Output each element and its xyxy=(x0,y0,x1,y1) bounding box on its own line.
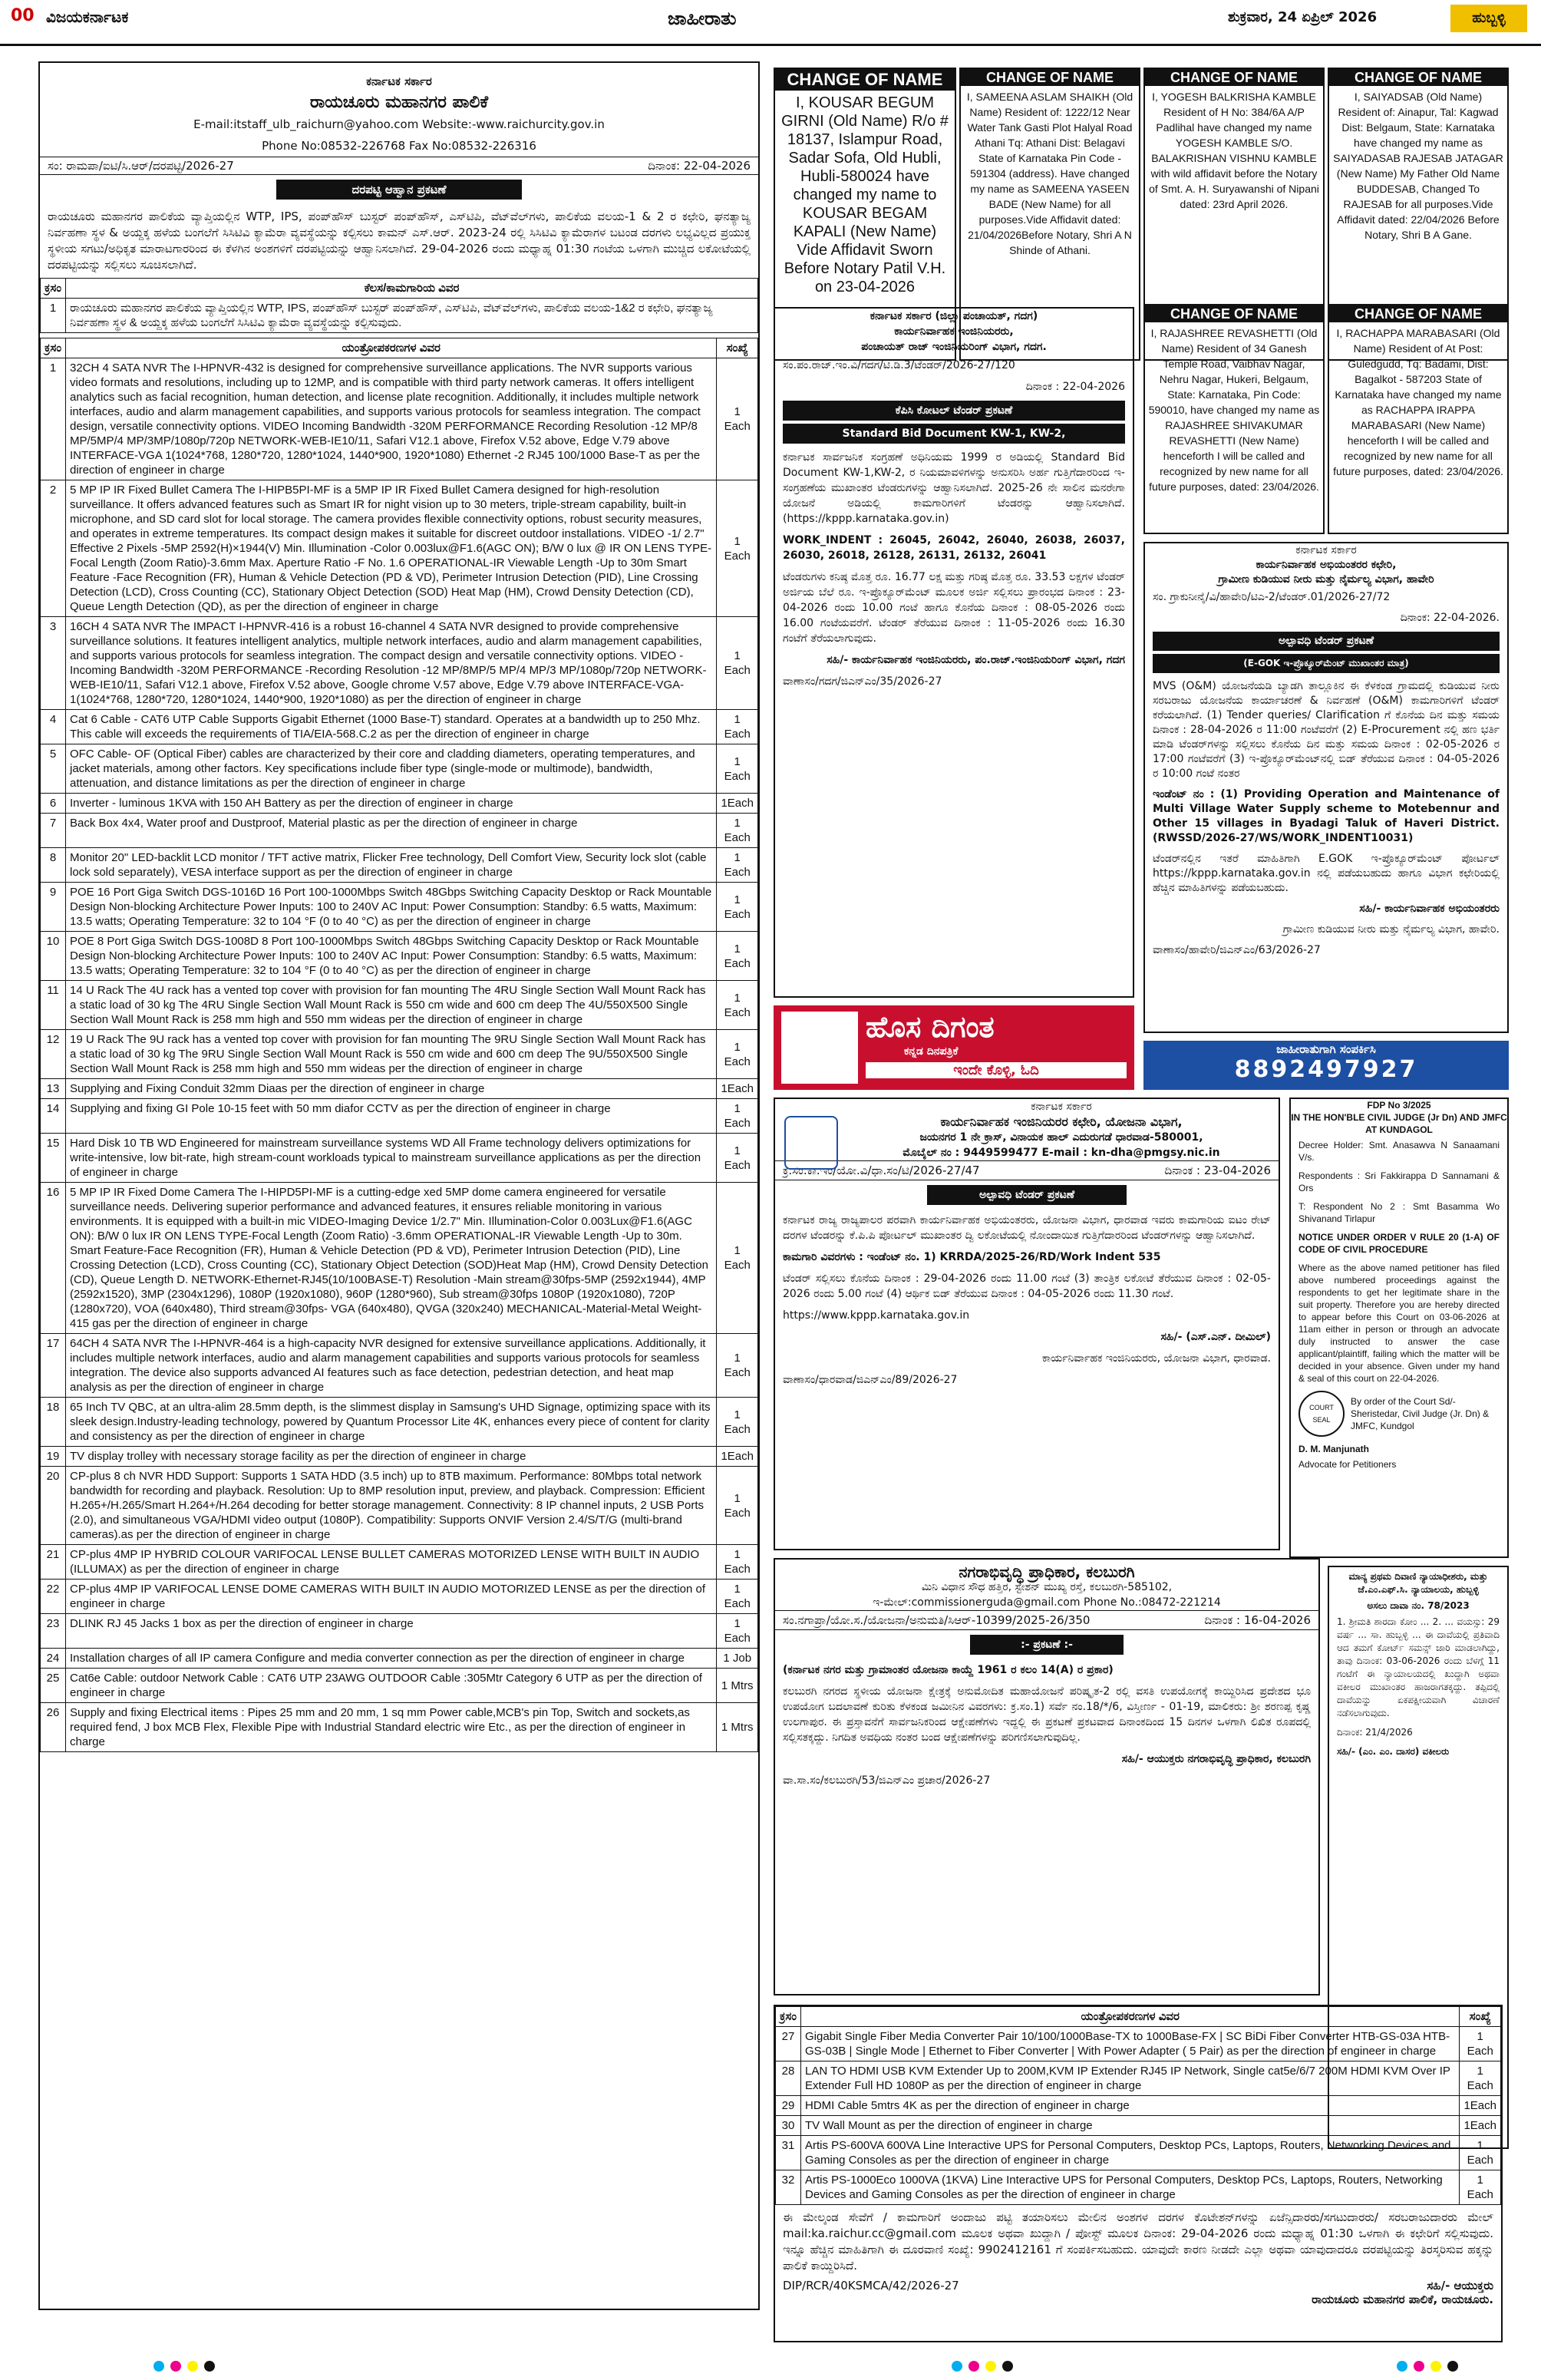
tender-dept: ಪಂಚಾಯತ್ ರಾಜ್ ಇಂಜಿನಿಯರಿಂಗ್ ವಿಭಾಗ, ಗದಗ. xyxy=(861,341,1047,353)
tender-govt: ಕರ್ನಾಟಕ ಸರ್ಕಾರ xyxy=(1295,544,1357,556)
item-qty: 1 Mtrs xyxy=(717,1703,758,1752)
item-qty: 1 Each xyxy=(717,1099,758,1134)
item-sl: 13 xyxy=(41,1079,66,1099)
tender-work: ಕಾಮಗಾರಿ ವಿವರಗಳು : ಇಂಡೆಂಟ್ ನಂ. 1) KRRDA/2025-26/RD/Work Indent 535 xyxy=(783,1251,1161,1263)
item-sl: 14 xyxy=(41,1099,66,1134)
table-row xyxy=(41,1545,758,1580)
item-qty: 1 Each xyxy=(717,710,758,744)
item-qty: 1 Each xyxy=(717,814,758,848)
table-row xyxy=(41,744,758,794)
item-desc: Installation charges of all IP camera Configure and media converter connection as per the direction of engineer in charge xyxy=(66,1649,717,1669)
court-order: By order of the Court Sd/- Sheristedar, Civil Judge (Jr. Dn) & JMFC, Kundgol xyxy=(1351,1396,1490,1431)
table-row xyxy=(41,1447,758,1467)
item-sl: 11 xyxy=(41,981,66,1030)
tender-ref-row xyxy=(775,1160,1279,1180)
kalaburagi-notice xyxy=(774,1558,1320,1995)
item-desc: Inverter - luminous 1KVA with 150 AH Battery as per the direction of engineer in charge xyxy=(66,794,717,814)
work-col-sl: ಕ್ರಸಂ xyxy=(41,279,66,299)
tender-body: MVS (O&M) ಯೋಜನೆಯಡಿ ಬ್ಯಾಡಗಿ ತಾಲ್ಲೂಕಿನ ಈ ಕೆಳಕಂಡ ಗ್ರಾಮದಲ್ಲಿ ಕುಡಿಯುವ ನೀರು ಸರಬರಾಜು ಯೋಜನೆಯ ಕಾರ್ಯಾಚರಣೆ & ನಿರ್ವಹಣೆ (O&M) ಕಾಮಗಾರಿಗಳಿಗೆ ಟೆಂಡರ್ ಕರೆಯಲಾಗಿದೆ. (1) Tender queries/ Clarification ಗೆ ಕೊನೆಯ ದಿನ ಮತ್ತು ಸಮಯ ದಿನಾಂಕ : 28-04-2026 ರ 11:00 ಗಂಟೆವರೆಗೆ (2) E-Procurement ನಲ್ಲಿ ಹಣ ಭರ್ತಿ ಮಾಡಿ ಟೆಂಡರ್‌ಗಳನ್ನು ಸಲ್ಲಿಸಲು ಕೊನೆಯ ದಿನ ಮತ್ತು ಸಮಯ ದಿನಾಂಕ : 02-05-2026 ರ 17:00 ಗಂಟೆವರೆಗೆ (3) ಇ-ಪ್ರೊಕ್ಯೂರ್‌ಮೆಂಟ್‌ನಲ್ಲಿ ಬಿಡ್ ತೆರೆಯುವ ದಿನಾಂಕ : 04-05-2026 ರ 10:00 ಗಂಟೆ ನಂತರ xyxy=(1153,680,1500,780)
item-sl: 1 xyxy=(41,358,66,480)
item-qty: 1 Each xyxy=(717,1398,758,1447)
item-qty: 1Each xyxy=(1460,2116,1501,2136)
change-of-name-title: CHANGE OF NAME xyxy=(775,69,955,91)
tender-office: ಕಾರ್ಯನಿರ್ವಾಹಕ ಇಂಜಿನಿಯರರು, xyxy=(894,325,1014,338)
item-desc: Artis PS-600VA 600VA Line Interactive UPS for Personal Computers, Desktop PCs, Laptops, Routers, Networking Devices and Gaming Consoles as per the direction of engineer in charge xyxy=(801,2136,1460,2170)
item-sl: 19 xyxy=(41,1447,66,1467)
tender-dip: ವಾಣಾಸಂ/ಹಾವೇರಿ/ಜಿಎನ್‌ಎಂ/63/2026-27 xyxy=(1153,944,1321,956)
table-row xyxy=(41,1580,758,1614)
change-of-name-body: I, RACHAPPA MARABASARI (Old Name) Resident of At Post: Guledgudd, Tq: Badami, Dist: Bagalkot - 587203 State of Karnataka have changed my name as RACHAPPA IRAPPA MARABASARI (New Name) henceforth I will be called and recognized by new name for all future purposes, dated: 23/04/2026. xyxy=(1333,327,1503,477)
tender-dept: ಗ್ರಾಮೀಣ ಕುಡಿಯುವ ನೀರು ಮತ್ತು ನೈರ್ಮಲ್ಯ ವಿಭಾಗ, ಹಾವೇರಿ xyxy=(1218,573,1434,586)
ref-row xyxy=(40,157,758,175)
raichur-notice-continued xyxy=(774,2005,1503,2342)
item-desc: Back Box 4x4, Water proof and Dustproof, Material plastic as per the direction of engineer in charge xyxy=(66,814,717,848)
tender-banner: ಅಲ್ಪಾವಧಿ ಟೆಂಡರ್ ಪ್ರಕಟಣೆ xyxy=(1153,632,1500,651)
item-sl: 10 xyxy=(41,932,66,981)
tender-sign: ಸಹಿ/- (ಎಸ್.ಎನ್. ದೀಮಿಲ್) xyxy=(1160,1331,1271,1343)
print-registration-marks xyxy=(0,2358,1541,2376)
yellow-dot-icon xyxy=(187,2361,198,2372)
advert-contact-phone: 8892497927 xyxy=(1234,1056,1418,1083)
court-body: 1. ಶ್ರೀಮತಿ ಶಾರದಾ ಕೋಂ ... 2. ... ವಯಸ್ಸು: 29 ವರ್ಷ ... ಸಾ. ಹುಬ್ಬಳ್ಳಿ ... ಈ ದಾವೆಯಲ್ಲಿ ಪ್ರತಿವಾದಿ ಆದ ತಮಗೆ ಕೋರ್ಟ್ ಸಮನ್ಸ್ ಜಾರಿ ಮಾಡಲಾಗಿದ್ದು, ತಾವು ದಿನಾಂಕ: 03-06-2026 ರಂದು ಬೆಳಗ್ಗೆ 11 ಗಂಟೆಗೆ ಈ ನ್ಯಾಯಾಲಯದಲ್ಲಿ ಖುದ್ದಾಗಿ ಅಥವಾ ವಕೀಲರ ಮುಖಾಂತರ ಹಾಜರಾಗತಕ್ಕದ್ದು. ತಪ್ಪಿದಲ್ಲಿ ದಾವೆಯನ್ನು ಏಕಪಕ್ಷೀಯವಾಗಿ ವಿಚಾರಣೆ ನಡೆಸಲಾಗುವುದು. xyxy=(1337,1616,1500,1718)
tender-date: ದಿನಾಂಕ : 23-04-2026 xyxy=(1164,1164,1271,1177)
gadag-tender-notice xyxy=(774,307,1134,998)
yellow-dot-icon xyxy=(1430,2361,1441,2372)
newspaper-name: ವಿಜಯಕರ್ನಾಟಕ xyxy=(46,8,129,26)
item-desc: CP-plus 4MP IP HYBRID COLOUR VARIFOCAL LENSE BULLET CAMERAS MOTORIZED LENSE WITH BUILT IN AUDIO (ILLUMAX) as per the direction of engineer in charge xyxy=(66,1545,717,1580)
item-desc: TV Wall Mount as per the direction of engineer in charge xyxy=(801,2116,1460,2136)
dharwad-tender-notice xyxy=(774,1098,1280,1550)
items-table-continued xyxy=(775,2006,1501,2205)
tender-sign-2: ಕಾರ್ಯನಿರ್ವಾಹಕ ಇಂಜಿನಿಯರರು, ಯೋಜನಾ ವಿಭಾಗ, ಧಾರವಾಡ. xyxy=(1041,1352,1271,1365)
item-sl: 6 xyxy=(41,794,66,814)
notice-ref: ಸಂ.ನಗಾಪ್ರಾ/ಯೋ.ಸ./ಯೋಜನಾ/ಅನುಮತಿ/ಸಿಆರ್-10399/2025-26/350 xyxy=(783,1613,1091,1627)
magenta-dot-icon xyxy=(968,2361,979,2372)
tender-body-2: ಟೆಂಡರುಗಳು ಕನಿಷ್ಠ ಮೊತ್ತ ರೂ. 16.77 ಲಕ್ಷ ಮತ್ತು ಗರಿಷ್ಠ ಮೊತ್ತ ರೂ. 33.53 ಲಕ್ಷಗಳ ಟೆಂಡರ್ ಅರ್ಜಿಯ ಬೆಲೆ ರೂ. ಇ-ಪ್ರೊಕ್ಯೂರ್‌ಮೆಂಟ್ ಮೂಲಕ ಅರ್ಜಿ ಸಲ್ಲಿಸಲು ಪ್ರಾರಂಭದ ದಿನಾಂಕ : 23-04-2026 ರಂದು 10.00 ಗಂಟೆ ಹಾಗೂ ಕೊನೆಯ ದಿನಾಂಕ : 08-05-2026 ರಂದು 16.00 ಗಂಟೆಯವರೆಗೆ. ಟೆಂಡರ್ ತೆರೆಯುವ ದಿನಾಂಕ : 11-05-2026 ರಂದು 16.30 ಗಂಟೆಗೆ ತೆರೆಯಲಾಗುವುದು. xyxy=(783,571,1125,645)
yellow-dot-icon xyxy=(985,2361,996,2372)
item-desc: Artis PS-1000Eco 1000VA (1KVA) Line Interactive UPS for Personal Computers, Desktop PCs, Laptops, Routers, Networking Devices and Gaming Consoles as per the direction of engineer in charge xyxy=(801,2170,1460,2205)
item-qty: 1Each xyxy=(717,1079,758,1099)
notice-title: ದರಪಟ್ಟಿ ಆಹ್ವಾನ ಪ್ರಕಟಣೆ xyxy=(276,180,522,200)
hosa-digantha-tag: ಕನ್ನಡ ದಿನಪತ್ರಿಕೆ xyxy=(904,1045,959,1058)
item-sl: 31 xyxy=(776,2136,801,2170)
court-notice-english xyxy=(1289,1098,1509,1558)
court-body: Where as the above named petitioner has filed above numbered proceedings against the respondents to get her legitimate share in the suit property. Therefore you are hereby directed to appear before this Court on 03-06-2026 at 11am either in person or through an advocate duly instructed to answer the case applicant/plaintiff, failing which the matter will be decided in your absence. Given under my hand & seal of this court on 22-04-2026. xyxy=(1298,1263,1500,1384)
cyan-dot-icon xyxy=(153,2361,164,2372)
item-qty: 1 Each xyxy=(717,848,758,883)
court-resp: Respondents : Sri Fakkirappa D Sannamani & Ors xyxy=(1298,1170,1500,1193)
item-sl: 3 xyxy=(41,617,66,710)
tender-contact: ಮೊಬೈಲ್ ನಂ : 9449599477 E-mail : kn-dha@pmgsy.nic.in xyxy=(902,1147,1220,1159)
tender-ref: ಕ್ರ.ಸಂ:ಕಾ.ಇಂ/ಯೋ.ವಿ/ಧಾ.ಸಂ/ಟಿ/2026-27/47 xyxy=(783,1164,980,1177)
table-row xyxy=(776,2116,1501,2136)
hosa-digantha-cta: ಇಂದೇ ಕೊಳ್ಳಿ, ಓದಿ xyxy=(866,1062,1127,1078)
item-desc: Cat 6 Cable - CAT6 UTP Cable Supports Gigabit Ethernet (1000 Base-T) standard. Operates at a bandwidth up to 250 Mhz. This cable will exceeds the requirements of TIA/EIA-568.C.2 as per the direction of engineer in charge xyxy=(66,710,717,744)
table-row xyxy=(776,2170,1501,2205)
table-row xyxy=(41,932,758,981)
item-desc: Hard Disk 10 TB WD Engineered for mainstream surveillance systems WD All Frame technology delivers optimizations for write-intensive, low bit-rate, high stream-count workloads typical to mainstream surveillance applications as per the direction of engineer in charge xyxy=(66,1134,717,1183)
notice-footer: ಈ ಮೇಲ್ಕಂಡ ಸೇವೆಗೆ / ಕಾಮಗಾರಿಗೆ ಅಂದಾಜು ಪಟ್ಟಿ ತಯಾರಿಸಲು ಮೇಲಿನ ಅಂಶಗಳ ದರಗಳ ಕೊಟೇಶನ್‌ಗಳನ್ನು ಏಜೆನ್ಸಿದಾರರು/ಸಗಟುದಾರರು/ ಸರಬರಾಜುದಾರರು ಮೇಲ್ mail:ka.raichur.cc@gmail.com ಮೂಲಕ ಅಥವಾ ಖುದ್ದಾಗಿ / ಪೋಸ್ಟ್ ಮೂಲಕ ದಿನಾಂಕ: 29-04-2026 ರಂದು ಮಧ್ಯಾಹ್ನ 01:30 ಒಳಗಾಗಿ ಈ ಕಛೇರಿಗೆ ಸಲ್ಲಿಸುವುದು. ಇನ್ನೂ ಹೆಚ್ಚಿನ ಮಾಹಿತಿಗಾಗಿ ಈ ದೂರವಾಣಿ ಸಂಖ್ಯೆ: 9902412161 ಗೆ ಸಂಪರ್ಕಿಸಬಹುದು. ಯಾವುದೇ ಕಾರಣ ನೀಡದೇ ಎಲ್ಲಾ ಅಥವಾ ಯಾವುದಾದರೂ ದರಪಟ್ಟಿಯನ್ನು ತಿರಸ್ಕರಿಸುವ ಹಕ್ಕನ್ನು ಪಾಲಿಕೆ ಕಾಯ್ದಿರಿಸಿದೆ. xyxy=(783,2210,1493,2273)
court-case: ಅಸಲು ದಾವಾ ನಂ. 78/2023 xyxy=(1367,1600,1470,1611)
tender-date: ದಿನಾಂಕ: 22-04-2026. xyxy=(1400,612,1500,624)
change-of-name-body: I, KOUSAR BEGUM GIRNI (Old Name) R/o # 18137, Islampur Road, Sadar Sofa, Old Hubli, Hubli-580024 have changed my name to KOUSAR BEGAM KAPALI (New Name) Vide Affidavit Sworn Before Notary Patil V.H. on 23-04-2026 xyxy=(781,94,949,295)
item-desc: OFC Cable- OF (Optical Fiber) cables are characterized by their core and cladding diameters, operating temperatures, and jacket materials, among other factors. Key specifications include fiber type (single-mode or multimode), bandwidth, attenuation, and distance limitations as per the direction of engineer in charge xyxy=(66,744,717,794)
work-sl: 1 xyxy=(41,299,66,333)
item-qty: 1 Each xyxy=(717,358,758,480)
items-table xyxy=(40,338,758,1752)
item-sl: 32 xyxy=(776,2170,801,2205)
change-of-name-title: CHANGE OF NAME xyxy=(1145,305,1323,322)
item-qty: 1 Each xyxy=(717,1334,758,1398)
magenta-dot-icon xyxy=(1414,2361,1424,2372)
item-qty: 1Each xyxy=(1460,2096,1501,2116)
org-phone: Phone No:08532-226768 Fax No:08532-226316 xyxy=(262,139,536,153)
item-sl: 8 xyxy=(41,848,66,883)
change-of-name-body: I, SAMEENA ASLAM SHAIKH (Old Name) Resident of: 1222/12 Near Water Tank Gasti Plot Halyal Road Athani Tq: Athani Dist: Belagavi State of Karnataka Pin Code - 591304 (address). Have changed my name as SAMEENA YASEEN BADE (New Name) for all purposes.Vide Affidavit dated: 21/04/2026Before Notary, Shri A N Shinde of Athani. xyxy=(966,91,1133,256)
tender-body-2: ಟೆಂಡರ್‌ನಲ್ಲಿನ ಇತರೆ ಮಾಹಿತಿಗಾಗಿ E.GOK ಇ-ಪ್ರೊಕ್ಯೂರ್‌ಮೆಂಟ್ ಪೋರ್ಟಲ್ https://kppp.karnataka.gov.in ನಲ್ಲಿ ಪಡೆಯಬಹುದು ಹಾಗೂ ವಿಭಾಗ ಕಛೇರಿಯಲ್ಲಿ ಹೆಚ್ಚಿನ ಮಾಹಿತಿಗಳನ್ನು ಪಡೆಯಬಹುದು. xyxy=(1153,853,1500,894)
item-sl: 29 xyxy=(776,2096,801,2116)
black-dot-icon xyxy=(1447,2361,1458,2372)
section-title: ಜಾಹೀರಾತು xyxy=(668,8,737,29)
table-row xyxy=(41,1669,758,1703)
item-qty: 1 Each xyxy=(1460,2027,1501,2061)
item-qty: 1 Each xyxy=(717,480,758,617)
magenta-dot-icon xyxy=(170,2361,181,2372)
raichur-rate-notice xyxy=(38,61,760,2310)
tender-sign: ಸಹಿ/- ಕಾರ್ಯನಿರ್ವಾಹಕ ಅಭಿಯಂತರರು xyxy=(1359,903,1500,915)
ref-number: ಸಂ: ರಾಮಪಾ/ಐಟಿ/ಸಿ.ಆರ್/ದರಪಟ್ಟಿ/2026-27 xyxy=(48,159,234,173)
masthead xyxy=(0,0,1541,46)
item-sl: 27 xyxy=(776,2027,801,2061)
court-title: NOTICE UNDER ORDER V RULE 20 (1-A) OF CODE OF CIVIL PROCEDURE xyxy=(1298,1232,1500,1255)
table-row xyxy=(776,2061,1501,2096)
item-sl: 18 xyxy=(41,1398,66,1447)
items-col-desc: ಯಂತ್ರೋಪಕರಣಗಳ ವಿವರ xyxy=(66,338,717,358)
item-qty: 1 Job xyxy=(717,1649,758,1669)
ref-date: ದಿನಾಂಕ: 22-04-2026 xyxy=(648,159,751,173)
notice-org: ನಗರಾಭಿವೃದ್ಧಿ ಪ್ರಾಧಿಕಾರ, ಕಲಬುರಗಿ xyxy=(959,1563,1135,1581)
item-sl: 25 xyxy=(41,1669,66,1703)
table-row xyxy=(41,794,758,814)
item-qty: 1 Mtrs xyxy=(717,1669,758,1703)
notice-body: ಕಲಬುರಗಿ ನಗರದ ಸ್ಥಳೀಯ ಯೋಜನಾ ಕ್ಷೇತ್ರಕ್ಕೆ ಅನುಮೋದಿತ ಮಹಾಯೋಜನೆ ಪರಿಷ್ಕೃತ-2 ರಲ್ಲಿ ವಸತಿ ಉಪಯೋಗಕ್ಕೆ ಕಾಯ್ದಿರಿಸಿದ ಪ್ರದೇಶದ ಭೂ ಉಪಯೋಗ ಬದಲಾವಣೆ ಕುರಿತು ಕೆಳಕಂಡ ಜಮೀನಿನ ವಿವರಗಳು: ಕ್ರ.ಸಂ.1) ಸರ್ವೆ ನಂ.18/*/6, ವಿಸ್ತೀರ್ಣ - 01-19, ಮಾಲಿಕರು: ಶ್ರೀ ಶರಣಪ್ಪ ಕೃಷ್ಣ ಉಲಗಾಪುರ. ಈ ಪ್ರಸ್ತಾವನೆಗೆ ಸಾರ್ವಜನಿಕರಿಂದ ಆಕ್ಷೇಪಣೆಗಳು ಇದ್ದಲ್ಲಿ ಈ ಪ್ರಕಟಣೆ ಪ್ರಕಟವಾದ ದಿನಾಂಕದಿಂದ 15 ದಿನಗಳ ಒಳಗಾಗಿ ಲಿಖಿತ ರೂಪದಲ್ಲಿ ಸಲ್ಲಿಸತಕ್ಕದ್ದು. ನಿಗದಿತ ಅವಧಿಯ ನಂತರ ಬಂದ ಆಕ್ಷೇಪಣೆಗಳನ್ನು ಪರಿಗಣಿಸಲಾಗುವುದಿಲ್ಲ. xyxy=(783,1685,1311,1744)
table-row xyxy=(41,1079,758,1099)
table-row xyxy=(41,1183,758,1334)
notice-address: ಮಿನಿ ವಿಧಾನ ಸೌಧ ಹತ್ತಿರ, ಸ್ಟೇಶನ್ ಮುಖ್ಯ ರಸ್ತೆ, ಕಲಬುರಗಿ-585102, xyxy=(921,1581,1173,1593)
court-advocate: D. M. Manjunath xyxy=(1298,1444,1369,1454)
item-qty: 1 Each xyxy=(717,1545,758,1580)
notice-sign: ಸಹಿ/- ಆಯುಕ್ತರು ನಗರಾಭಿವೃದ್ಧಿ ಪ್ರಾಧಿಕಾರ, ಕಲಬುರಗಿ xyxy=(1121,1753,1311,1765)
govt-label: ಕರ್ನಾಟಕ ಸರ್ಕಾರ xyxy=(366,74,432,88)
tender-dip: ವಾಣಾಸಂ/ಗದಗ/ಜಿಎನ್‌ಎಂ/35/2026-27 xyxy=(783,675,942,688)
item-desc: Cat6e Cable: outdoor Network Cable : CAT6 UTP 23AWG OUTDOOR Cable :305Mtr Category 6 UTP as per the direction of engineer in charge xyxy=(66,1669,717,1703)
items-col-sl: ಕ್ರಸಂ xyxy=(776,2007,801,2027)
work-col-desc: ಕೆಲಸ/ಕಾಮಗಾರಿಯ ವಿವರ xyxy=(66,279,758,299)
org-email: E-mail:itstaff_ulb_raichurn@yahoo.com Website:-www.raichurcity.gov.in xyxy=(193,117,605,131)
table-row xyxy=(41,617,758,710)
tender-govt: ಕರ್ನಾಟಕ ಸರ್ಕಾರ (ಜಿಲ್ಲಾ ಪಂಚಾಯತ್, ಗದಗ) xyxy=(869,310,1038,322)
page-number: 00 xyxy=(11,6,35,25)
tender-ref: ಸಂ.ಪಂ.ರಾಜ್.ಇಂ.ವಿ/ಗದಗ/ಟಿ.ಡಿ.3/ಟೆಂಡರ್/2026-27/120 xyxy=(783,359,1015,371)
table-row xyxy=(776,2136,1501,2170)
item-desc: 5 MP IP IR Fixed Bullet Camera The I-HIPB5PI-MF is a 5MP IP IR Fixed Bullet Camera designed for high-resolution surveillance. It offers advanced features such as Smart IR for night vision up to 30 meters, triple-stream capability, built-in microphone, and SD card slot for local storage. The camera provides flexible connectivity options, robust security measures, and operates in extreme temperatures. Its compact design makes it suitable for discreet outdoor installations. VIDEO -1/ 2.7" Effective 2 Pixels -5MP 2592(H)×1944(V) Min. Illumination -Color 0.003lux@F1.6(AGC ON); B/W 0 lux @ IR ON LENS TYPE-Focal Length (Zoom Ratio)-3.6mm Max. Aperture Ratio -F No. 1.6 OPERATIONAL-IR Viewable Length -Up to 30m Smart Feature -Face Recognition (FR), Human & Vehicle Detection (PD & VD), Perimeter Intrusion Detection (PID), Line Crossing Detection (LCD), Cross Counting (CC), Stationary Object Detection (SOD) Heat Map (HM), Crowd Density Detection (CD), Queue Length Detection (QD), as per the direction of engineer in charge xyxy=(66,480,717,617)
item-sl: 26 xyxy=(41,1703,66,1752)
item-desc: Supply and fixing Electrical items : Pipes 25 mm and 20 mm, 1 sq mm Power cable,MCB's pin Top, Switch and sockets,as required fend, J box MCB Flex, Flexible Pipe with Industrial Standard electric wire Etc., as per the direction of engineer in charge xyxy=(66,1703,717,1752)
item-desc: Supplying and fixing GI Pole 10-15 feet with 50 mm diafor CCTV as per the direction of engineer in charge xyxy=(66,1099,717,1134)
tender-site: https://www.kppp.karnataka.gov.in xyxy=(783,1309,970,1322)
tender-body-2: ಟೆಂಡರ್ ಸಲ್ಲಿಸಲು ಕೊನೆಯ ದಿನಾಂಕ : 29-04-2026 ರಂದು 11.00 ಗಂಟೆ (3) ತಾಂತ್ರಿಕ ಲಕೋಟೆ ತೆರೆಯುವ ದಿನಾಂಕ : 02-05-2026 ರಂದು 5.00 ಗಂಟೆ (4) ಆರ್ಥಿಕ ಬಿಡ್ ತೆರೆಯುವ ದಿನಾಂಕ : 04-05-2026 ರಂದು 11.30 ಗಂಟೆ. xyxy=(783,1273,1271,1300)
item-qty: 1 Each xyxy=(1460,2170,1501,2205)
item-sl: 2 xyxy=(41,480,66,617)
tender-govt: ಕರ್ನಾಟಕ ಸರ್ಕಾರ xyxy=(1031,1101,1092,1113)
item-qty: 1 Each xyxy=(717,1183,758,1334)
notice-ref-row xyxy=(775,1610,1318,1630)
tender-ref: ಸಂ. ಗ್ರಾಕುನೀನೈ/ವಿ/ಹಾವೇರಿ/ಟಿಎ-2/ಟೆಂಡರ್.01/2026-27/72 xyxy=(1153,591,1391,603)
item-qty: 1 Each xyxy=(717,744,758,794)
item-sl: 5 xyxy=(41,744,66,794)
item-desc: POE 8 Port Giga Switch DGS-1008D 8 Port 100-1000Mbps Switch 48Gbps Switching Capacity Desktop or Rack Mountable Design Non-blocking Architecture Power Inputs: 100 to 240V AC Input: Power Consumption: Standby: 6.5 watts, Maximum: 13.5 watts; Operating Temperature: 32 to 104 °F (0 to 40 °C) as per the direction of engineer in charge xyxy=(66,932,717,981)
item-desc: HDMI Cable 5mtrs 4K as per the direction of engineer in charge xyxy=(801,2096,1460,2116)
pmgsy-logo-icon xyxy=(784,1116,838,1170)
item-qty: 1 Each xyxy=(717,1580,758,1614)
item-desc: 64CH 4 SATA NVR The I-HPNVR-464 is a high-capacity NVR designed for extensive surveillance applications. Additionally, it includes multiple network interfaces, audio and alarm management capabilities and supports various protocols for seamless integration. The device also supports advanced AI features such as face detection, pedestrian detection, and heat map analysis as per the direction of engineer in charge xyxy=(66,1334,717,1398)
item-sl: 15 xyxy=(41,1134,66,1183)
haveri-tender-notice xyxy=(1143,542,1509,1033)
item-desc: Monitor 20" LED-backlit LCD monitor / TFT active matrix, Flicker Free technology, Dell Comfort View, Security lock slot (cable lock sold separately), VESA interface support as per the direction of engineer in charge xyxy=(66,848,717,883)
items-col-qty: ಸಂಖ್ಯೆ xyxy=(1460,2007,1501,2027)
tender-date: ದಿನಾಂಕ : 22-04-2026 xyxy=(1025,381,1125,393)
change-of-name-body: I, YOGESH BALKRISHA KAMBLE Resident of H No: 384/6A A/P Padlihal have changed my name YOGESH KAMBLE S/O. BALAKRISHAN VISHNU KAMBLE with wild affidavit before the Notary of Smt. A. H. Suryawanshi of Nipani dated: 23rd April 2026. xyxy=(1149,91,1319,210)
item-sl: 12 xyxy=(41,1030,66,1079)
item-qty: 1 Each xyxy=(717,1467,758,1545)
cyan-dot-icon xyxy=(952,2361,962,2372)
tender-office: ಕಾರ್ಯನಿರ್ವಾಹಕ ಅಭಿಯಂತರರ ಕಛೇರಿ, xyxy=(1256,559,1397,571)
tender-banner-sub: (E-GOK ಇ-ಪ್ರೊಕ್ಯೂರ್‌ಮೆಂಟ್ ಮುಖಾಂತರ ಮಾತ್ರ) xyxy=(1153,654,1500,673)
item-qty: 1Each xyxy=(717,1447,758,1467)
table-row xyxy=(41,814,758,848)
table-row xyxy=(41,848,758,883)
edition-city: ಹುಬ್ಬಳ್ಳಿ xyxy=(1450,5,1527,32)
item-desc: Gigabit Single Fiber Media Converter Pair 10/100/1000Base-TX to 1000Base-FX | SC BiDi Fiber Converter HTB-GS-03A HTB-GS-03B | Single Mode | Ethernet to Fiber Converter | With Power Adapter ( 5 Pair) as per the direction of engineer in charge xyxy=(801,2027,1460,2061)
change-of-name-title: CHANGE OF NAME xyxy=(1329,305,1507,322)
tender-work-indent: WORK_INDENT : 26045, 26042, 26040, 26038, 26037, 26030, 26018, 26128, 26131, 26132, 26041 xyxy=(783,534,1125,562)
change-of-name-body: I, RAJASHREE REVASHETTI (Old Name) Resident of 34 Ganesh Temple Road, Vaibhav Nagar, Nehru Nagar, Hukeri, Belgaum, State: Karnataka, Pin Code: 590010, have changed my name as RAJASHREE SHIVAKUMAR REVASHETTI (New Name) henceforth I will be called and recognized by new name for all future purposes, dated: 23/04/2026. xyxy=(1148,327,1320,493)
notice-date: ದಿನಾಂಕ : 16-04-2026 xyxy=(1204,1613,1311,1627)
notice-header xyxy=(40,63,758,157)
issue-date: ಶುಕ್ರವಾರ, 24 ಏಪ್ರಿಲ್ 2026 xyxy=(1228,9,1378,25)
change-of-name-body: I, SAIYADSAB (Old Name) Resident of: Ainapur, Tal: Kagwad Dist: Belgaum, State: Karnataka have changed my name as SAIYADASAB RAJESAB JATAGAR (New Name) My Father Old Name BUDDESAB, Changed To RAJESAB for all purposes.Vide Affidavit dated: 22/04/2026 Before Notary, Shri B A Gane. xyxy=(1333,91,1503,241)
table-row xyxy=(41,480,758,617)
item-sl: 16 xyxy=(41,1183,66,1334)
tender-body: ಕರ್ನಾಟಕ ಸಾರ್ವಜನಿಕ ಸಂಗ್ರಹಣೆ ಅಧಿನಿಯಮ 1999 ರ ಅಡಿಯಲ್ಲಿ Standard Bid Document KW-1,KW-2, ರ ನಿಯಮಾವಳಿಗಳನ್ನು ಅನುಸರಿಸಿ ಅರ್ಹ ಗುತ್ತಿಗೆದಾರರಿಂದ ಇ-ಸಂಗ್ರಹಣೆಯ ಮುಖಾಂತರ ಟೆಂಡರುಗಳನ್ನು ಆಹ್ವಾನಿಸಲಾಗಿದೆ. 2025-26 ನೇ ಸಾಲಿನ ಮನರೇಗಾ ಯೋಜನೆ ಅಡಿಯಲ್ಲಿ ಕಾಮಗಾರಿಗಳಿಗೆ ಟೆಂಡರನ್ನು ಆಹ್ವಾನಿಸಲಾಗಿದೆ. (https://kppp.karnataka.gov.in) xyxy=(783,451,1125,525)
tender-address: ಜಯನಗರ 1 ನೇ ಕ್ರಾಸ್, ವಿನಾಯಕ ಹಾಲ್ ಎದುರುಗಡೆ ಧಾರವಾಡ-580001, xyxy=(919,1131,1203,1144)
tender-banner-sub: Standard Bid Document KW-1, KW-2, xyxy=(783,424,1125,444)
court-resp-2: T: Respondent No 2 : Smt Basamma Wo Shivanand Tirlapur xyxy=(1298,1201,1500,1224)
tender-body: ಕರ್ನಾಟಕ ರಾಜ್ಯ ರಾಜ್ಯಪಾಲರ ಪರವಾಗಿ ಕಾರ್ಯನಿರ್ವಾಹಕ ಅಭಿಯಂತರರು, ಯೋಜನಾ ವಿಭಾಗ, ಧಾರವಾಡ ಇವರು ಕಾಮಗಾರಿಯ ಐಟಂ ರೇಟ್ ದರಗಳ ಟೆಂಡರನ್ನು ಕೆ.ಪಿ.ಪಿ ಪೋರ್ಟಲ್ ಮುಖಾಂತರ ದ್ವಿ ಲಕೋಟೆಯಲ್ಲಿ ನೋಂದಾಯಿತ ಗುತ್ತಿಗೆದಾರರಿಂದ ಟೆಂಡರ್‌ಗಳನ್ನು ಆಹ್ವಾನಿಸಲಾಗಿದೆ. xyxy=(783,1214,1271,1242)
item-desc: 32CH 4 SATA NVR The I-HPNVR-432 is designed for comprehensive surveillance applications. The NVR supports various video formats and resolutions, including up to 12MP, and is compatible with third party network cameras. It offers intelligent analytics such as facial recognition, human detection, and license plate recognition. Additionally, it includes multiple network interfaces, audio and alarm management capabilities, and supports various protocols for seamless integration. The compact design, versatile connectivity options. VIDEO Incoming Bandwidth -320M PERFORMANCE Recording Resolution -12 MP/8 MP/5MP/4 MP/3MP/1080p/720p NETWORK-WEB-IE10/11, Safari V12.1 above, Firefox V.52 above, Edge V.79 above INTERFACE-VGA 1(1024*768, 1280*720, 1280*1024, 1440*900, 1920*1080) Ethernet -2 RJ45 100/1000 Base-T as per the direction of engineer in charge xyxy=(66,358,717,480)
court-sign: ಸಹಿ/- (ಎಂ. ಎಂ. ದಾಸರ) ವಕೀಲರು xyxy=(1337,1746,1450,1757)
item-sl: 17 xyxy=(41,1334,66,1398)
item-sl: 7 xyxy=(41,814,66,848)
hosa-digantha-name: ಹೊಸ ದಿಗಂತ xyxy=(866,1010,995,1044)
notice-contact: ಇ-ಮೇಲ್:commissionerguda@gmail.com Phone No.:08472-221214 xyxy=(873,1596,1221,1609)
court-name: IN THE HON'BLE CIVIL JUDGE (Jr Dn) AND JMFC AT KUNDAGOL xyxy=(1291,1112,1507,1135)
items-col-qty: ಸಂಖ್ಯೆ xyxy=(717,338,758,358)
item-desc: 19 U Rack The 9U rack has a vented top cover with provision for fan mounting The 9RU Single Section Wall Mount Rack has a static load of 30 kg The 9RU Single Section Wall Mount Rack is 550 cm wide and 600 cm deep The 9U/550X500 Single Section Wall Mount Rack is 258 mm high and 550 mm wideas per the direction of engineer in charge xyxy=(66,1030,717,1079)
table-row xyxy=(41,981,758,1030)
item-desc: 16CH 4 SATA NVR The IMPACT I-HPNVR-416 is a robust 16-channel 4 SATA NVR designed to provide comprehensive surveillance solutions. It features intelligent analytics, multiple network interfaces, audio and alarm management capabilities, and supports various protocols for seamless integration. The compact design and versatile connectivity options. VIDEO -Incoming Bandwidth -320M PERFORMANCE -Recording Resolution -12 MP/8MP/5 MP/4 MP/3 MP/1080p/720p NETWORK-WEB-IE10/11, Safari V12.1 above, Firefox V.52 above, Google chrome V.57 above, Edge V.79 above INTERFACE-VGA-1(1024*768, 1280*720, 1280*1024, 1440*900, 1920*1080) as per the direction of engineer in charge xyxy=(66,617,717,710)
item-qty: 1 Each xyxy=(717,932,758,981)
notice-sub: (ಕರ್ನಾಟಕ ನಗರ ಮತ್ತು ಗ್ರಾಮಾಂತರ ಯೋಜನಾ ಕಾಯ್ದೆ 1961 ರ ಕಲಂ 14(A) ರ ಪ್ರಕಾರ) xyxy=(783,1664,1114,1676)
item-desc: 65 Inch TV QBC, at an ultra-alim 28.5mm depth, is the slimmest display in Samsung's UHD Signage, optimizing space with its sleek design.Industry-leading technology, powered by Quantum Processor Lite 4K, enhances every piece of content for clarity and consistency as per the direction of engineer in charge xyxy=(66,1398,717,1447)
item-sl: 28 xyxy=(776,2061,801,2096)
advert-contact-label: ಜಾಹೀರಾತುಗಾಗಿ ಸಂಪರ್ಕಿಸಿ xyxy=(1276,1042,1376,1056)
item-desc: TV display trolley with necessary storage facility as per the direction of engineer in charge xyxy=(66,1447,717,1467)
work-table xyxy=(40,278,758,333)
item-sl: 30 xyxy=(776,2116,801,2136)
item-desc: 14 U Rack The 4U rack has a vented top cover with provision for fan mounting The 4RU Single Section Wall Mount Rack has a static load of 30 kg The 4RU Single Section Wall Mount Rack is 550 cm wide and 600 cm deep The 4U/550X500 Single Section Wall Mount Rack is 258 mm high and 550 mm wideas per the direction of engineer in charge xyxy=(66,981,717,1030)
item-qty: 1 Each xyxy=(717,1030,758,1079)
items-col-sl: ಕ್ರಸಂ xyxy=(41,338,66,358)
change-of-name-title: CHANGE OF NAME xyxy=(961,69,1139,86)
item-qty: 1 Each xyxy=(717,1134,758,1183)
table-row xyxy=(41,1030,758,1079)
item-qty: 1Each xyxy=(717,794,758,814)
table-row xyxy=(41,1649,758,1669)
notice-banner: :- ಪ್ರಕಟಣೆ :- xyxy=(970,1635,1124,1655)
item-qty: 1 Each xyxy=(717,1614,758,1649)
item-sl: 20 xyxy=(41,1467,66,1545)
table-row xyxy=(776,2096,1501,2116)
item-sl: 4 xyxy=(41,710,66,744)
court-fdp: FDP No 3/2025 xyxy=(1367,1100,1431,1111)
notice-sign-2: ರಾಯಚೂರು ಮಹಾನಗರ ಪಾಲಿಕೆ, ರಾಯಚೂರು. xyxy=(1312,2293,1493,2306)
notice-intro: ರಾಯಚೂರು ಮಹಾನಗರ ಪಾಲಿಕೆಯ ವ್ಯಾಪ್ತಿಯಲ್ಲಿನ WTP, IPS, ಪಂಪ್‌ಹೌಸ್ ಬುಸ್ಟರ್ ಪಂಪ್‌ಹೌಸ್, ಎಸ್‌ಟಿಪಿ, ವೆಟ್‌ವೆಲ್‌ಗಳು, ಪಾಲಿಕೆಯ ವಲಯ-1 & 2 ರ ಕಛೇರಿ, ಘನತ್ಯಾಜ್ಯ ನಿರ್ವಹಣಾ ಸ್ಥಳ & ಅಯ್ದಕ್ಕ ಹಳೆಯ ಬಂಗಲೆಗೆ ಸಿಸಿಟಿವಿ ಕ್ಯಾಮೆರಾ ವ್ಯವಸ್ಥೆಯನ್ನು ಕಲ್ಪಿಸಲು ಕಾಮನ್ ಎಸ್.ಆರ್. 2023-24 ರಲ್ಲಿ ಸಿಸಿಟಿವಿ ಕ್ಯಾಮೆರಾಗಳ ಬಟಂಡ ದರಗಳು ಲಭ್ಯವಿಲ್ಲದ ಪ್ರಯುಕ್ತ ಸ್ಥಳೀಯ ಸಗಟು/ಅಧಿಕೃತ ಮಾರಾಟಗಾರರಿಂದ ಈ ಕೆಳಗಿನ ಅಂಶಗಳಿಗೆ ದರಪಟ್ಟಿಯನ್ನು ಆಹ್ವಾನಿಸಲಾಗಿದೆ. 29-04-2026 ರಂದು ಮಧ್ಯಾಹ್ನ 01:30 ಗಂಟೆಯ ಒಳಗಾಗಿ ಮುಚ್ಚಿದ ಲಕೋಟೆಯಲ್ಲಿ ದರಪಟ್ಟಿಯನ್ನು ಸಲ್ಲಿಸಲು ಸೂಚಿಸಲಾಗಿದೆ. xyxy=(48,210,751,272)
change-of-name-title: CHANGE OF NAME xyxy=(1329,69,1507,86)
tender-office: ಕಾರ್ಯನಿರ್ವಾಹಕ ಇಂಜಿನಿಯರರ ಕಛೇರಿ, ಯೋಜನಾ ವಿಭಾಗ, xyxy=(940,1114,1183,1129)
item-qty: 1 Each xyxy=(717,883,758,932)
item-desc: CP-plus 4MP IP VARIFOCAL LENSE DOME CAMERAS WITH BUILT IN AUDIO MOTORIZED LENSE as per the direction of engineer in charge xyxy=(66,1580,717,1614)
item-sl: 21 xyxy=(41,1545,66,1580)
tender-banner: ಕೆಪಿಸಿ ಕೋಟಲ್ ಟೆಂಡರ್ ಪ್ರಕಟಣೆ xyxy=(783,401,1125,421)
table-row xyxy=(776,2027,1501,2061)
table-row xyxy=(41,1614,758,1649)
cyan-dot-icon xyxy=(1397,2361,1407,2372)
item-desc: LAN TO HDMI USB KVM Extender Up to 200M,KVM IP Extender RJ45 IP Network, Single cat5e/6/7 200M HDMI KVM Over IP Extender Full HD 1080P as per the direction of engineer in charge xyxy=(801,2061,1460,2096)
table-row xyxy=(41,1467,758,1545)
work-desc: ರಾಯಚೂರು ಮಹಾನಗರ ಪಾಲಿಕೆಯ ವ್ಯಾಪ್ತಿಯಲ್ಲಿನ WTP, IPS, ಪಂಪ್‌ಹೌಸ್ ಬುಸ್ಟರ್ ಪಂಪ್‌ಹೌಸ್, ಎಸ್‌ಟಿಪಿ, ವೆಟ್‌ವೆಲ್‌ಗಳು, ಪಾಲಿಕೆಯ ವಲಯ-1&2 ರ ಕಛೇರಿ, ಘನತ್ಯಾಜ್ಯ ನಿರ್ವಹಣಾ ಸ್ಥಳ & ಅಯ್ದಕ್ಕ ಹಳೆಯ ಬಂಗಲೆಗೆ ಸಿಸಿಟಿವಿ ಕ್ಯಾಮೆರಾ ವ್ಯವಸ್ಥೆಯನ್ನು ಕಲ್ಪಿಸುವುದು. xyxy=(66,299,758,333)
table-row xyxy=(41,358,758,480)
change-of-name-title: CHANGE OF NAME xyxy=(1145,69,1323,86)
advert-contact-ad xyxy=(1143,1041,1509,1090)
table-row xyxy=(41,1099,758,1134)
table-row xyxy=(41,1334,758,1398)
change-of-name-ad xyxy=(1143,304,1325,534)
tender-banner: ಅಲ್ಪಾವಧಿ ಟೆಂಡರ್ ಪ್ರಕಟಣೆ xyxy=(927,1185,1127,1205)
item-desc: DLINK RJ 45 Jacks 1 box as per the direction of engineer in charge xyxy=(66,1614,717,1649)
item-sl: 24 xyxy=(41,1649,66,1669)
tender-dip: ವಾಣಾಸಂ/ಧಾರವಾಡ/ಜಿಎನ್‌ಎಂ/89/2026-27 xyxy=(783,1374,958,1386)
newspaper-thumb-icon xyxy=(781,1012,858,1084)
items-col-desc: ಯಂತ್ರೋಪಕರಣಗಳ ವಿವರ xyxy=(801,2007,1460,2027)
table-row xyxy=(41,710,758,744)
change-of-name-ad xyxy=(1328,304,1509,534)
court-decree: Decree Holder: Smt. Anasawva N Sanaamani V/s. xyxy=(1298,1140,1500,1163)
black-dot-icon xyxy=(204,2361,215,2372)
court-advocate-role: Advocate for Petitioners xyxy=(1298,1459,1397,1470)
notice-sign: ಸಹಿ/- ಆಯುಕ್ತರು xyxy=(1427,2279,1493,2293)
court-seal-icon: COURT SEAL xyxy=(1298,1391,1345,1437)
tender-sign: ಸಹಿ/- ಕಾರ್ಯನಿರ್ವಾಹಕ ಇಂಜಿನಿಯರರು, ಪಂ.ರಾಜ್.ಇಂಜಿನಿಯರಿಂಗ್ ವಿಭಾಗ, ಗದಗ xyxy=(827,654,1125,666)
org-name: ರಾಯಚೂರು ಮಹಾನಗರ ಪಾಲಿಕೆ xyxy=(309,93,489,112)
tender-work: ಇಂಡೆಂಟ್ ನಂ : (1) Providing Operation and Maintenance of Multi Village Water Supply scheme to Motebennur and Other 15 villages in Byadagi Taluk of Haveri District. (RWSSD/2026-27/WS/WORK_INDENT10031) xyxy=(1153,788,1500,844)
tender-sign-2: ಗ್ರಾಮೀಣ ಕುಡಿಯುವ ನೀರು ಮತ್ತು ನೈರ್ಮಲ್ಯ ವಿಭಾಗ, ಹಾವೇರಿ. xyxy=(1282,923,1500,936)
item-desc: CP-plus 8 ch NVR HDD Support: Supports 1 SATA HDD (3.5 inch) up to 8TB maximum. Performance: 80Mbps total network bandwidth for recording and playback. Resolution: Up to 8MP resolution input, preview, and playback. Compression: Efficient H.265+/H.265/Smart H.264+/H.264 decoding for better storage management. Connectivity: 8 IP channel inputs, 2 USB Ports (2.0), and simultaneous VGA/HDMI video output (1080P). Compatibility: Supports ONVIF Version 2.4/S/T/G (multi-brand cameras).as per the direction of engineer in charge xyxy=(66,1467,717,1545)
item-desc: POE 16 Port Giga Switch DGS-1016D 16 Port 100-1000Mbps Switch 48Gbps Switching Capacity Desktop or Rack Mountable Design Non-blocking Architecture Power Inputs: 100 to 240V AC Input: Power Consumption: Standby: 6.5 watts, Maximum: 13.5 watts; Operating Temperature: 32 to 104 °F (0 to 40 °C) as per the direction of engineer in charge xyxy=(66,883,717,932)
item-sl: 22 xyxy=(41,1580,66,1614)
item-desc: Supplying and Fixing Conduit 32mm Diaas per the direction of engineer in charge xyxy=(66,1079,717,1099)
notice-dip: DIP/RCR/40KSMCA/42/2026-27 xyxy=(783,2279,959,2293)
court-head: ಮಾನ್ಯ ಪ್ರಥಮ ದಿವಾಣಿ ನ್ಯಾಯಾಧೀಶರು, ಮತ್ತು ಜೆ.ಎಂ.ಎಫ್.ಸಿ. ನ್ಯಾಯಾಲಯ, ಹುಬ್ಬಳ್ಳಿ xyxy=(1348,1571,1488,1595)
item-qty: 1 Each xyxy=(1460,2136,1501,2170)
item-desc: 5 MP IP IR Fixed Dome Camera The I-HIPD5PI-MF is a cutting-edge xed 5MP dome camera engineered for versatile surveillance needs. Delivering superior performance and advanced features, it ensures reliable monitoring in various environments. It is equipped with a built-in mic VIDEO-Imaging Device 1/2.7" Min. Illumination-Color 0.003Lux@F1.6(AGC ON): B/W 0 lux IR ON LENS TYPE-Focal Length (Zoom Ratio) -3.6mm OPERATIONAL-IR Viewable Length -Up to 30m. Smart Feature-Face Recognition (FR), Human & Vehicle Detection (PD & VD), Perimeter Intrusion Detection (PID), Line Crossing Detection (LCD), Cross Counting (CC), Stationary Object Detection (SOD)Heat Map (HM), Crowd Density Detection (CD), Queue Length D. NETWORK-Ethernet-RJ45(10/100BASE-T) Resolution -Main stream@30fps-5MP (2592x1944), 4MP (2592x1520), 3MP (2304x1296), 1080P (1920x1080), 960P (1280*960), Sub stream@30fps 1080P (1920x1080), 720P (1280x720), VOA (640x480), Third stream@30fps- VGA (640x480), QVGA (320x240) MECHANICAL-Material-Metal Weight- 415 gas per the direction of engineer in charge xyxy=(66,1183,717,1334)
table-row xyxy=(41,1134,758,1183)
item-sl: 23 xyxy=(41,1614,66,1649)
court-date: ದಿನಾಂಕ: 21/4/2026 xyxy=(1337,1727,1413,1738)
notice-dip: ವಾ.ಸಾ.ಸಂ/ಕಲಬುರಗಿ/53/ಜಿಎನ್‌ಎಂ ಪ್ರಚಾರ/2026-27 xyxy=(783,1774,991,1787)
black-dot-icon xyxy=(1002,2361,1013,2372)
item-qty: 1 Each xyxy=(717,981,758,1030)
item-qty: 1 Each xyxy=(717,617,758,710)
table-row xyxy=(41,883,758,932)
table-row xyxy=(41,1398,758,1447)
item-sl: 9 xyxy=(41,883,66,932)
table-row xyxy=(41,1703,758,1752)
item-qty: 1 Each xyxy=(1460,2061,1501,2096)
hosa-digantha-ad xyxy=(774,1005,1134,1090)
